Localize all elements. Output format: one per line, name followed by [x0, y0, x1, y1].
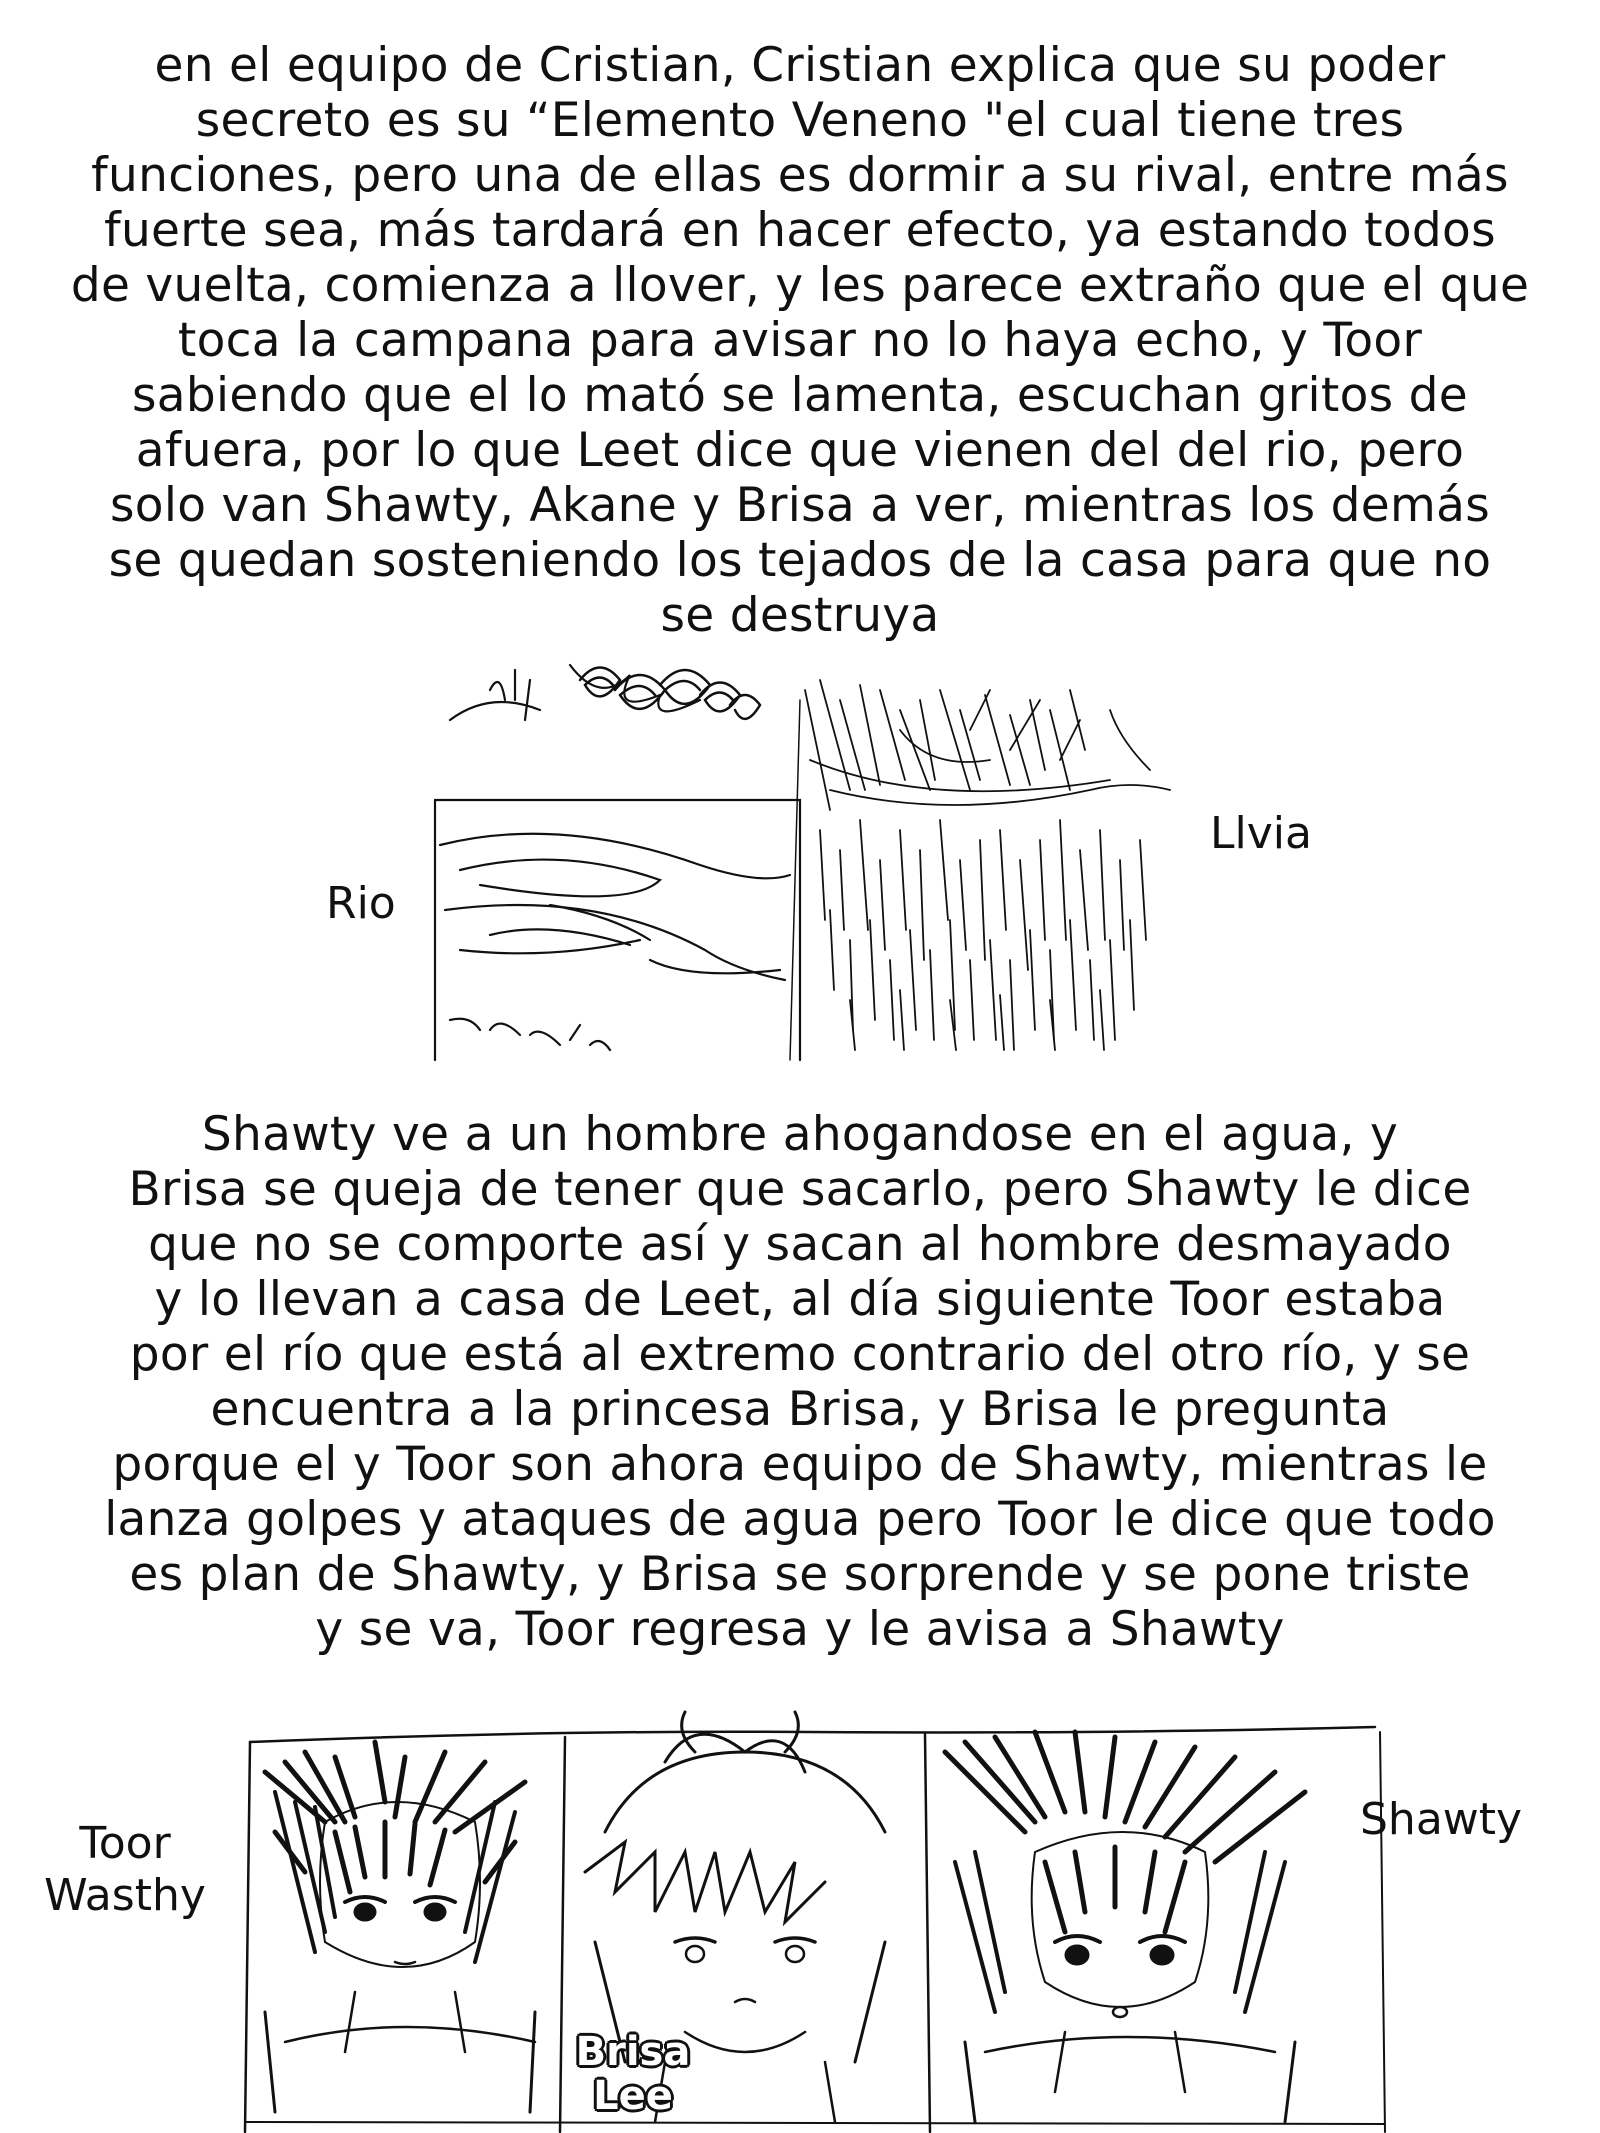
text-line: encuentra a la princesa Brisa, y Brisa le pregunta — [210, 1382, 1390, 1437]
text-line: afuera, por lo que Leet dice que vienen del del rio, pero — [135, 423, 1465, 478]
text-line: fuerte sea, más tardará en hacer efecto, ya estando todos — [104, 203, 1496, 258]
text-line: y lo llevan a casa de Leet, al día siguiente Toor estaba — [154, 1272, 1446, 1327]
label-brisa-lee — [568, 2030, 698, 2118]
text-line: que no se comporte así y sacan al hombre desmayado — [148, 1217, 1452, 1272]
text-line: Brisa se queja de tener que sacarlo, pero Shawty le dice — [128, 1162, 1472, 1217]
text-line: y se va, Toor regresa y le avisa a Shawty — [315, 1602, 1285, 1657]
text-line: sabiendo que el lo mató se lamenta, escuchan gritos de — [131, 368, 1469, 423]
story-paragraph-2 — [40, 1107, 1560, 1657]
text-line: en el equipo de Cristian, Cristian explica que su poder — [154, 38, 1446, 93]
text-line: secreto es su “Elemento Veneno "el cual tiene tres — [195, 93, 1405, 148]
label-rio: Rio — [326, 878, 396, 929]
toor-portrait — [265, 1742, 535, 2112]
story-paragraph-1 — [40, 38, 1560, 643]
text-line: lanza golpes y ataques de agua pero Toor le dice que todo — [104, 1492, 1496, 1547]
river-rain-sketch — [430, 660, 1180, 1060]
label-llvia: Llvia — [1210, 808, 1312, 859]
text-line: solo van Shawty, Akane y Brisa a ver, mientras los demás — [110, 478, 1490, 533]
text-line: se quedan sosteniendo los tejados de la casa para que no — [108, 533, 1492, 588]
text-line: porque el y Toor son ahora equipo de Shawty, mientras le — [112, 1437, 1488, 1492]
label-toor-wasthy — [30, 1818, 220, 1922]
label-shawty: Shawty — [1360, 1794, 1523, 1845]
shawty-portrait — [945, 1732, 1305, 2122]
text-line: de vuelta, comienza a llover, y les parece extraño que el que — [70, 258, 1530, 313]
text-line: Shawty ve a un hombre ahogandose en el agua, y — [201, 1107, 1399, 1162]
text-line: por el río que está al extremo contrario del otro río, y se — [129, 1327, 1471, 1382]
label-toor-line1: Toor — [79, 1818, 171, 1869]
text-line: se destruya — [660, 588, 940, 643]
label-brisa-line2: Lee — [593, 2073, 673, 2119]
character-portraits-sketch — [245, 1712, 1385, 2132]
text-line: toca la campana para avisar no lo haya echo, y Toor — [177, 313, 1423, 368]
label-toor-line2: Wasthy — [44, 1870, 206, 1921]
text-line: es plan de Shawty, y Brisa se sorprende y se pone triste — [129, 1547, 1471, 1602]
text-line: funciones, pero una de ellas es dormir a su rival, entre más — [91, 148, 1509, 203]
label-brisa-line1: Brisa — [575, 2029, 691, 2075]
